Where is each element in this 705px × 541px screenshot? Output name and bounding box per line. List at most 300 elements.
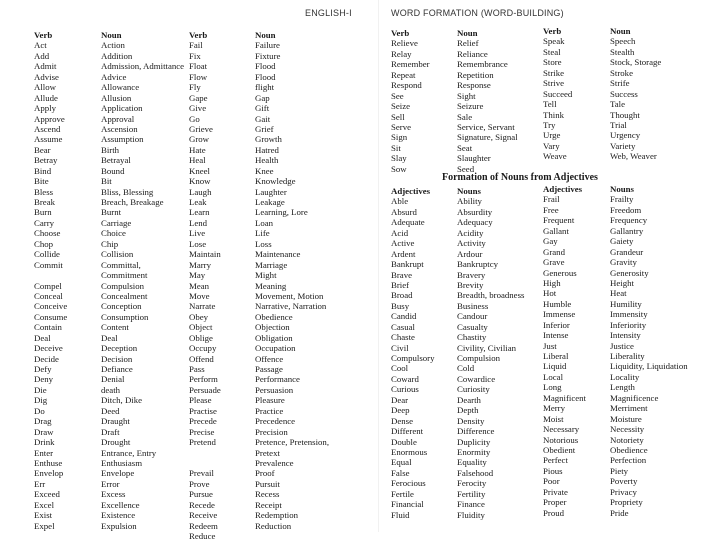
word-entry: Heal — [189, 155, 206, 166]
word-entry: Ferocity — [457, 478, 487, 489]
word-entry: Learning, Lore — [255, 207, 308, 218]
word-entry: Compulsion — [457, 353, 501, 363]
word-entry: Store — [543, 57, 562, 68]
word-entry: Prevail — [189, 468, 214, 479]
word-entry: Assume — [34, 134, 63, 145]
word-entry: Narrate — [189, 301, 216, 312]
word-entry: Repeat — [391, 69, 416, 80]
word-entry: Private — [543, 486, 568, 497]
word-entry: Draft — [101, 426, 120, 437]
word-entry: Necessity — [610, 424, 645, 435]
word-entry: Merriment — [610, 403, 648, 414]
word-entry: Entrance, Entry — [101, 447, 157, 458]
word-entry: Give — [189, 103, 207, 114]
word-entry: Vary — [543, 140, 560, 151]
word-entry: Chip — [101, 238, 119, 249]
verb-column-right-b — [543, 26, 572, 162]
word-entry: Deny — [34, 374, 54, 385]
word-entry: Obedient — [543, 444, 576, 455]
word-entry — [34, 270, 67, 280]
word-entry: Succeed — [543, 88, 573, 99]
word-entry: Performance — [255, 374, 300, 385]
word-entry: Chastity — [457, 332, 487, 343]
word-entry: Relieve — [391, 38, 418, 49]
word-entry: Know — [189, 176, 211, 187]
word-entry: Deed — [101, 405, 120, 416]
word-entry: Cold — [457, 363, 475, 374]
word-entry: Receipt — [255, 499, 282, 510]
verb-list — [34, 40, 67, 531]
word-entry: Fertile — [391, 488, 414, 499]
word-entry: Try — [543, 119, 556, 130]
word-entry: Growth — [255, 134, 282, 145]
word-entry: Die — [34, 384, 47, 395]
word-entry: Choose — [34, 228, 61, 239]
word-entry: Perfect — [543, 455, 568, 466]
word-entry: Flood — [255, 71, 276, 82]
word-entry: Acidity — [457, 227, 484, 238]
word-entry: Health — [255, 155, 279, 166]
word-entry: Frailty — [610, 194, 634, 205]
word-entry: Curious — [391, 384, 419, 395]
word-entry: Oblige — [189, 332, 213, 343]
word-entry: Carriage — [101, 217, 132, 228]
word-entry: Gait — [255, 113, 271, 124]
word-entry: Gaiety — [610, 236, 634, 247]
word-entry: Chaste — [391, 332, 415, 343]
word-entry: Collision — [101, 249, 134, 260]
word-entry: Fix — [189, 50, 201, 61]
word-entry: Sign — [391, 132, 408, 143]
word-entry: Leakage — [255, 197, 285, 207]
word-entry: Pretence, Pretension, — [255, 437, 330, 448]
word-entry: Liberal — [543, 351, 569, 361]
word-entry: Height — [610, 277, 634, 288]
word-entry: Hatred — [255, 144, 279, 155]
word-entry: Maintenance — [255, 249, 301, 260]
word-entry: Marry — [189, 259, 211, 270]
word-entry: Dear — [391, 394, 409, 405]
word-entry: Occupy — [189, 343, 217, 354]
word-entry: Magnificent — [543, 392, 586, 403]
word-entry: Intense — [543, 330, 569, 341]
word-entry: Breadth, broadness — [457, 290, 525, 301]
word-entry: Content — [101, 322, 129, 333]
word-entry: Pretend — [189, 437, 216, 448]
word-entry: Bravery — [457, 269, 486, 280]
word-entry: Steal — [543, 46, 561, 57]
adj-noun-column-b — [610, 184, 688, 518]
word-entry: Tell — [543, 99, 557, 110]
column-header: Verb — [543, 26, 562, 36]
column-header: Nouns — [610, 184, 634, 194]
column-header: Adjectives — [391, 186, 431, 196]
word-entry: Deal — [101, 332, 118, 343]
word-entry: Carry — [34, 217, 55, 228]
word-entry: Knowledge — [255, 176, 296, 187]
word-entry: Dig — [34, 395, 48, 406]
word-entry: Fluid — [391, 509, 410, 520]
word-entry: Activity — [457, 238, 486, 249]
column-header: Adjectives — [543, 184, 583, 194]
word-entry: Bliss, Blessing — [101, 186, 154, 197]
word-entry: Might — [255, 270, 277, 281]
word-entry: Duplicity — [457, 436, 491, 447]
word-entry: Pride — [610, 507, 629, 518]
word-entry: Receive — [189, 510, 218, 521]
word-entry: Pursuit — [255, 478, 280, 489]
word-entry: Falsehood — [457, 467, 494, 478]
verb-list — [543, 36, 572, 161]
word-entry: Web, Weaver — [610, 151, 657, 162]
word-entry: Betrayal — [101, 155, 131, 166]
word-entry: Magnificence — [610, 392, 659, 403]
word-entry: Break — [34, 197, 56, 207]
word-entry: Leak — [189, 197, 207, 207]
word-entry: Drought — [101, 437, 131, 448]
word-entry: Financial — [391, 499, 424, 510]
word-entry: Approve — [34, 113, 65, 124]
word-entry: Ferocious — [391, 478, 426, 489]
noun-list — [101, 40, 184, 531]
word-entry: Envelop — [34, 468, 64, 479]
word-entry: Poverty — [610, 476, 638, 487]
word-entry: Flow — [189, 71, 208, 82]
word-entry: Addition — [101, 50, 133, 61]
word-entry: Redemption — [255, 510, 299, 521]
word-entry: Gap — [255, 92, 270, 103]
word-entry: Error — [101, 478, 120, 489]
word-entry: Precision — [255, 426, 288, 437]
word-entry: Generosity — [610, 267, 649, 278]
word-entry: Approval — [101, 113, 135, 124]
word-entry: Double — [391, 436, 417, 447]
word-entry: Stock, Storage — [610, 57, 662, 68]
word-entry: Live — [189, 228, 206, 239]
word-entry: Admission, Admittance — [101, 61, 185, 72]
word-entry: Drink — [34, 437, 55, 448]
word-entry: Relay — [391, 48, 412, 59]
word-entry: Slaughter — [457, 153, 491, 164]
word-entry: Equality — [457, 457, 487, 468]
word-entry: Reduction — [255, 520, 292, 531]
word-entry: Pleasure — [255, 395, 285, 406]
word-entry: Burn — [34, 207, 52, 218]
word-entry: Conceive — [34, 301, 68, 312]
word-entry: Civil — [391, 342, 409, 353]
word-entry: Deep — [391, 405, 410, 416]
word-entry: Merry — [543, 403, 565, 414]
adjective-column-a — [391, 186, 435, 520]
word-entry: Grandeur — [610, 246, 644, 257]
word-entry: Perfection — [610, 455, 647, 466]
word-entry: Grieve — [189, 123, 213, 134]
word-entry: Active — [391, 238, 415, 249]
word-entry: Local — [543, 371, 564, 382]
word-entry: Go — [189, 113, 200, 124]
word-entry: flight — [255, 82, 275, 93]
word-entry: Knee — [255, 165, 274, 176]
word-entry: Objection — [255, 322, 290, 333]
noun-column-right-a — [457, 28, 518, 174]
word-entry: Obligation — [255, 332, 293, 343]
adj-noun-column-a — [457, 186, 524, 520]
word-entry: Stealth — [610, 46, 635, 57]
word-entry: Deception — [101, 343, 138, 354]
word-entry: Fixture — [255, 50, 281, 61]
word-entry: Prove — [189, 478, 210, 489]
word-entry: Pass — [189, 364, 205, 374]
word-entry: Freedom — [610, 204, 642, 215]
word-entry: Bind — [34, 165, 52, 176]
word-entry: Frail — [543, 194, 560, 205]
word-entry: Action — [101, 40, 125, 51]
word-entry: Gape — [189, 92, 208, 103]
word-entry: Advice — [101, 71, 127, 82]
word-entry: Betray — [34, 155, 58, 166]
word-entry: Enormous — [391, 446, 428, 457]
word-entry: Service, Servant — [457, 121, 515, 132]
word-entry: Bless — [34, 186, 54, 197]
word-entry: Heat — [610, 288, 627, 299]
word-entry: Bear — [34, 144, 51, 155]
word-entry: Maintain — [189, 249, 221, 260]
word-entry: Gallant — [543, 225, 569, 236]
word-entry — [189, 458, 221, 468]
word-entry: Locality — [610, 371, 640, 382]
word-entry: Allude — [34, 92, 58, 103]
word-entry: Strive — [543, 78, 565, 89]
word-entry: Proud — [543, 507, 565, 518]
word-entry: Admit — [34, 61, 57, 72]
noun-list — [610, 36, 661, 161]
word-entry: Liquidity, Liquidation — [610, 361, 688, 372]
adjective-list — [543, 194, 586, 518]
word-entry: Laugh — [189, 186, 212, 197]
word-entry: Occupation — [255, 343, 296, 354]
verb-column-right-a — [391, 28, 430, 174]
word-entry: Defy — [34, 364, 52, 374]
word-entry: Notoriety — [610, 434, 644, 445]
word-entry: Conception — [101, 301, 142, 312]
word-entry: Able — [391, 196, 409, 207]
word-entry: Precise — [189, 426, 215, 437]
word-entry: Different — [391, 426, 424, 437]
word-entry: Kneel — [189, 165, 211, 176]
word-entry: Add — [34, 50, 50, 61]
word-entry: Loan — [255, 217, 274, 228]
word-entry: Recess — [255, 489, 280, 500]
word-entry: Free — [543, 204, 559, 215]
word-entry: Flood — [255, 61, 276, 72]
word-entry: Brief — [391, 279, 410, 290]
word-entry: Moisture — [610, 413, 642, 424]
word-entry: Depth — [457, 405, 479, 416]
word-entry: Float — [189, 61, 208, 72]
word-entry: Pretext — [255, 447, 280, 458]
noun-list — [457, 38, 518, 174]
word-entry: Equal — [391, 457, 412, 468]
word-entry: Conceal — [34, 290, 63, 301]
word-entry: Seed — [457, 163, 475, 174]
word-entry: Reduce — [189, 531, 216, 541]
word-entry: Bit — [101, 176, 112, 187]
verb-list — [391, 38, 430, 174]
word-entry: Draught — [101, 416, 130, 427]
word-entry: Seize — [391, 101, 411, 112]
word-entry: Just — [543, 340, 557, 351]
word-entry: Privacy — [610, 486, 637, 497]
verb-column-left-b — [189, 30, 221, 541]
word-entry: Enormity — [457, 446, 491, 457]
word-entry: Enthusiasm — [101, 457, 143, 468]
word-entry: Grief — [255, 123, 274, 134]
word-entry: Excellence — [101, 499, 140, 510]
word-entry: Inferiority — [610, 319, 647, 330]
column-header: Noun — [457, 28, 478, 38]
word-entry: Seizure — [457, 101, 484, 112]
word-entry: Trial — [610, 119, 627, 130]
word-entry: Frequency — [610, 215, 648, 226]
adjective-column-b — [543, 184, 586, 518]
word-entry: Excess — [101, 489, 126, 500]
word-entry: Difference — [457, 426, 495, 437]
word-entry: Fail — [189, 40, 203, 51]
word-entry: Moist — [543, 413, 564, 424]
word-entry: Liberality — [610, 351, 645, 361]
verb-column-left-a — [34, 30, 67, 531]
word-entry: Thought — [610, 109, 640, 120]
word-entry: Fertility — [457, 488, 486, 499]
word-entry: False — [391, 467, 410, 478]
noun-column-right-b — [610, 26, 661, 162]
word-entry: Grand — [543, 246, 565, 257]
word-entry: Obedience — [255, 311, 293, 322]
word-entry: Allowance — [101, 82, 140, 93]
word-entry: Loss — [255, 238, 272, 249]
word-entry: Repetition — [457, 69, 494, 80]
word-entry: Sight — [457, 90, 476, 101]
word-entry: Committal, — [101, 259, 141, 270]
word-entry: Expel — [34, 520, 55, 531]
word-entry: Obey — [189, 311, 209, 322]
word-entry: Ability — [457, 196, 482, 207]
word-entry: Proper — [543, 497, 567, 508]
word-entry: Marriage — [255, 259, 288, 270]
word-entry: Offence — [255, 353, 284, 364]
word-entry: Fly — [189, 82, 201, 93]
word-entry: Allusion — [101, 92, 132, 103]
word-entry: Weave — [543, 151, 567, 162]
word-entry: Casualty — [457, 321, 488, 332]
word-entry: death — [101, 384, 121, 395]
word-entry: Breach, Breakage — [101, 197, 164, 207]
word-entry: Deceive — [34, 343, 63, 354]
word-entry: Offend — [189, 353, 214, 364]
word-entry: Deal — [34, 332, 51, 343]
word-entry: Gift — [255, 103, 270, 114]
word-entry: Think — [543, 109, 565, 120]
word-entry: Remember — [391, 59, 430, 70]
noun-list — [610, 194, 688, 518]
word-entry: Object — [189, 322, 213, 333]
word-entry: Speech — [610, 36, 636, 47]
word-entry: Defiance — [101, 364, 133, 374]
word-entry: Pursue — [189, 489, 213, 500]
word-entry: Absurdity — [457, 206, 493, 217]
word-entry: Acid — [391, 227, 409, 238]
word-entry: Assumption — [101, 134, 144, 145]
word-entry: Practice — [255, 405, 284, 416]
word-entry: Intensity — [610, 330, 641, 341]
word-entry: Compulsion — [101, 280, 145, 291]
word-entry: Brevity — [457, 279, 484, 290]
word-entry: Casual — [391, 321, 415, 332]
word-entry: Learn — [189, 207, 210, 218]
word-entry: Tale — [610, 99, 626, 110]
word-entry: Strife — [610, 78, 630, 89]
word-entry: Respond — [391, 80, 422, 91]
word-entry: Signature, Signal — [457, 132, 518, 143]
word-entry: Frequent — [543, 215, 575, 226]
word-entry: Precede — [189, 416, 217, 427]
word-entry: Brave — [391, 269, 413, 280]
word-entry: Recede — [189, 499, 215, 510]
word-entry: Urge — [543, 130, 561, 141]
word-entry: Grow — [189, 134, 210, 145]
word-entry: Excel — [34, 499, 55, 510]
word-entry: Liquid — [543, 361, 567, 372]
word-entry: Adequate — [391, 217, 425, 228]
word-entry: Ardent — [391, 248, 416, 259]
word-entry: Stroke — [610, 67, 633, 78]
word-entry: Drag — [34, 416, 52, 427]
word-entry: Exist — [34, 510, 53, 521]
word-entry: Failure — [255, 40, 280, 51]
noun-list — [457, 196, 524, 520]
word-entry: Candid — [391, 311, 417, 322]
word-entry: Existence — [101, 510, 136, 521]
word-entry: Commit — [34, 259, 63, 270]
word-entry: Adequacy — [457, 217, 493, 228]
word-entry: Prevalence — [255, 457, 294, 468]
word-entry: Remembrance — [457, 59, 508, 70]
word-entry: Application — [101, 103, 143, 114]
word-entry: Precedence — [255, 416, 296, 427]
word-entry: Finance — [457, 499, 485, 510]
word-entry: Practise — [189, 405, 217, 416]
word-entry: Ascension — [101, 123, 138, 134]
word-entry: Narrative, Narration — [255, 301, 327, 312]
word-entry: Propriety — [610, 497, 643, 508]
word-entry: Please — [189, 395, 212, 406]
word-entry: Absurd — [391, 206, 417, 217]
word-entry: Allow — [34, 82, 56, 93]
word-entry: Burnt — [101, 207, 122, 218]
word-entry: Busy — [391, 300, 410, 311]
noun-list — [255, 40, 329, 531]
word-entry: Variety — [610, 140, 636, 151]
word-entry: Grave — [543, 257, 565, 268]
word-entry: Decision — [101, 353, 133, 364]
word-entry: Candour — [457, 311, 488, 322]
word-entry: Persuasion — [255, 384, 294, 395]
word-entry: Fluidity — [457, 509, 485, 520]
word-entry: Decide — [34, 353, 59, 364]
word-entry: Persuade — [189, 384, 221, 395]
word-entry: Immense — [543, 309, 576, 320]
word-entry: Chop — [34, 238, 54, 249]
